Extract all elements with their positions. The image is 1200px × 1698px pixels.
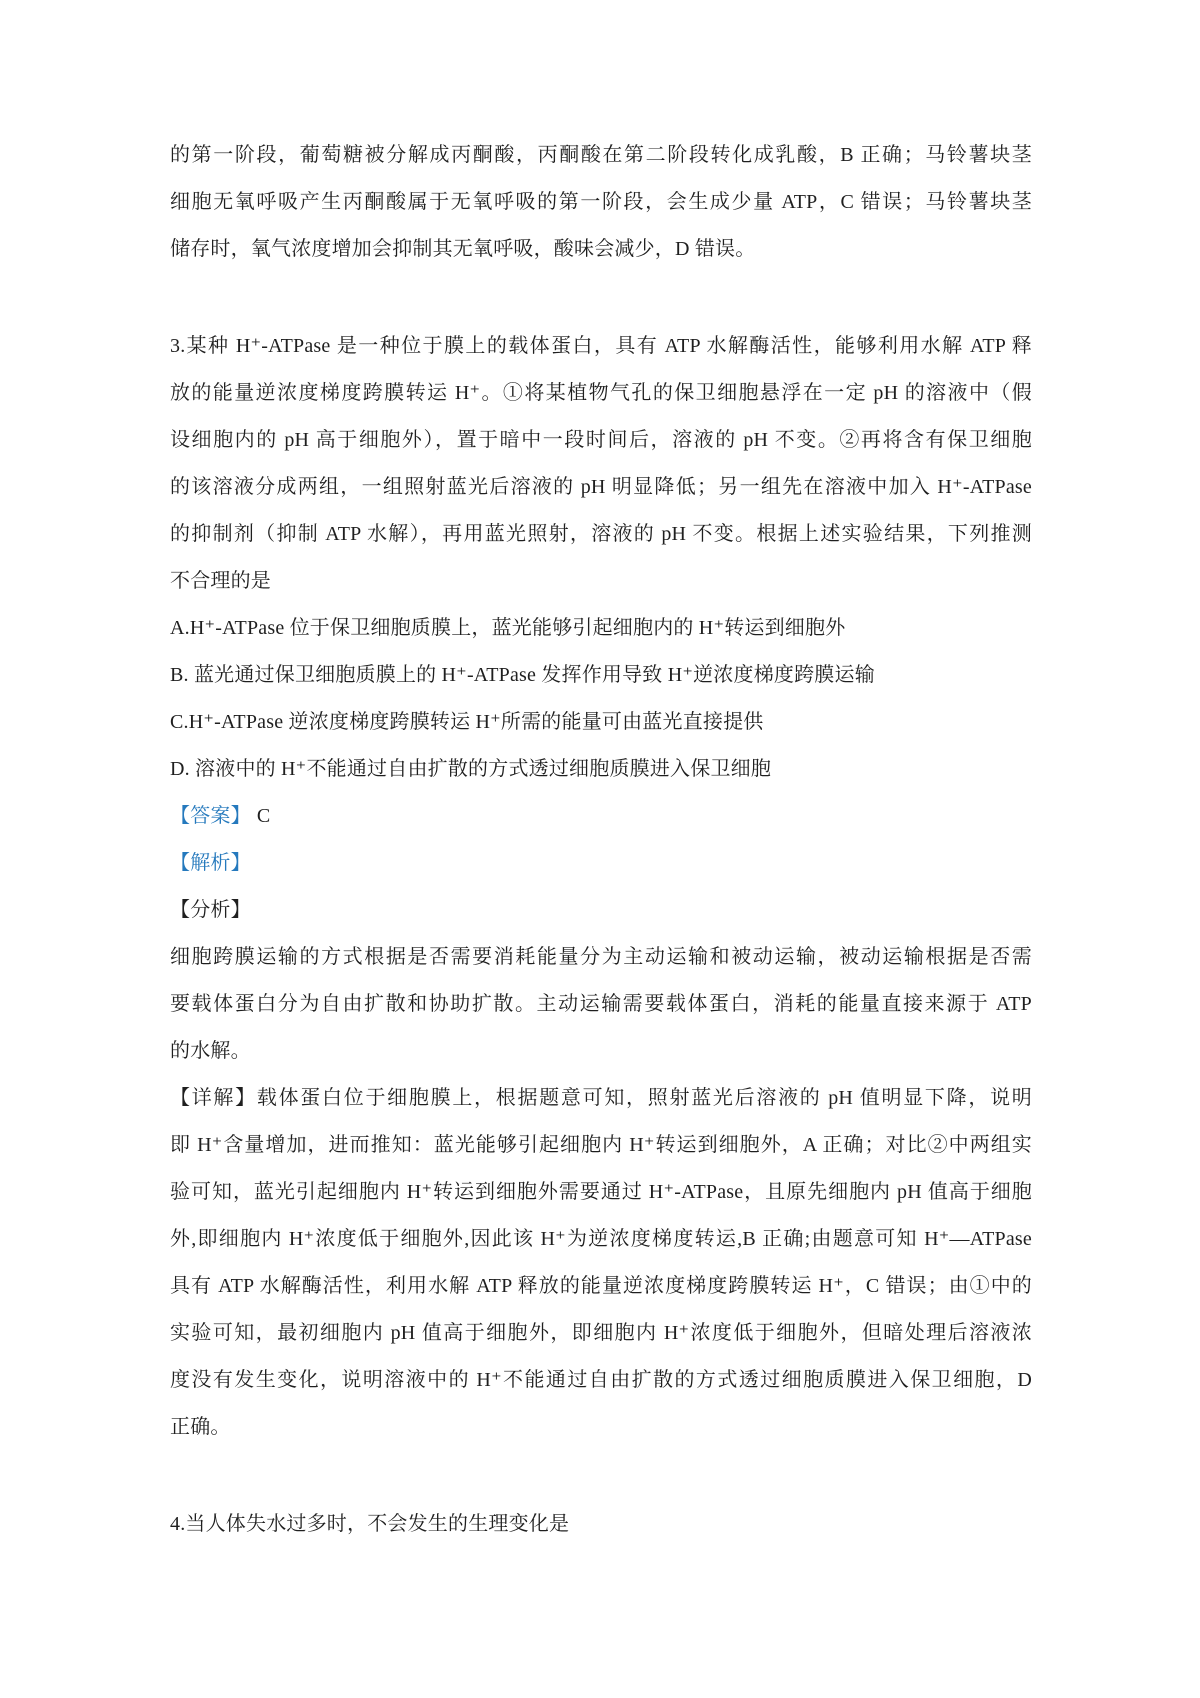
question-3-stem [170,323,1032,605]
section-spacer [170,1451,1032,1501]
text-line: 具有 ATP 水解酶活性，利用水解 ATP 释放的能量逆浓度梯度跨膜转运 H⁺，C 错误；由①中的 [170,1275,1032,1297]
question-3-options [170,605,1032,793]
text-line: 验可知，蓝光引起细胞内 H⁺转运到细胞外需要通过 H⁺-ATPase，且原先细胞内 pH 值高于细胞 [170,1181,1032,1203]
text-line: 储存时，氧气浓度增加会抑制其无氧呼吸，酸味会减少，D 错误。 [170,238,756,260]
answer-line [170,793,1032,840]
text-line: 度没有发生变化，说明溶液中的 H⁺不能通过自由扩散的方式透过细胞质膜进入保卫细胞，D [170,1369,1032,1391]
detail-paragraph [170,1075,1032,1451]
text-line: 3.某种 H⁺-ATPase 是一种位于膜上的载体蛋白，具有 ATP 水解酶活性，能够利用水解 ATP 释 [170,335,1032,357]
text-line: 设细胞内的 pH 高于细胞外），置于暗中一段时间后，溶液的 pH 不变。②再将含有保卫细胞 [170,429,1032,451]
analysis-section-label: 【解析】 [170,852,251,874]
text-line: 实验可知，最初细胞内 pH 值高于细胞外，即细胞内 H⁺浓度低于细胞外，但暗处理后溶液浓 [170,1322,1032,1344]
text-line: 的第一阶段，葡萄糖被分解成丙酮酸，丙酮酸在第二阶段转化成乳酸，B 正确；马铃薯块茎 [170,144,1032,166]
analysis-header-line [170,887,1032,934]
option-c: C.H⁺-ATPase 逆浓度梯度跨膜转运 H⁺所需的能量可由蓝光直接提供 [170,711,764,733]
text-line: 不合理的是 [170,570,271,592]
text-line: 细胞跨膜运输的方式根据是否需要消耗能量分为主动运输和被动运输，被动运输根据是否需 [170,946,1032,968]
question-4-stem: 4.当人体失水过多时，不会发生的生理变化是 [170,1513,570,1535]
analysis-label: 【分析】 [170,899,251,921]
option-b: B. 蓝光通过保卫细胞质膜上的 H⁺-ATPase 发挥作用导致 H⁺逆浓度梯度跨膜运输 [170,664,875,686]
section-spacer [170,273,1032,323]
text-line: 即 H⁺含量增加，进而推知：蓝光能够引起细胞内 H⁺转运到细胞外，A 正确；对比②中两组实 [170,1134,1032,1156]
option-a: A.H⁺-ATPase 位于保卫细胞质膜上，蓝光能够引起细胞内的 H⁺转运到细胞外 [170,617,846,639]
text-line: 外,即细胞内 H⁺浓度低于细胞外,因此该 H⁺为逆浓度梯度转运,B 正确;由题意可知 H⁺—ATPase [170,1228,1032,1250]
q2-explanation-tail [170,132,1032,273]
text-line: 的抑制剂（抑制 ATP 水解），再用蓝光照射，溶液的 pH 不变。根据上述实验结果，下列推测 [170,523,1032,545]
answer-label: 【答案】 [170,805,251,827]
document-text-column [170,132,1032,1548]
text-line: 放的能量逆浓度梯度跨膜转运 H⁺。①将某植物气孔的保卫细胞悬浮在一定 pH 的溶液中（假 [170,382,1032,404]
answer-value: C [256,805,271,827]
analysis-section-line [170,840,1032,887]
text-line: 正确。 [170,1416,231,1438]
text-line: 【详解】载体蛋白位于细胞膜上，根据题意可知，照射蓝光后溶液的 pH 值明显下降，说明 [170,1087,1032,1109]
text-line: 的该溶液分成两组，一组照射蓝光后溶液的 pH 明显降低；另一组先在溶液中加入 H⁺-ATPase [170,476,1032,498]
text-line: 的水解。 [170,1040,251,1062]
option-d: D. 溶液中的 H⁺不能通过自由扩散的方式透过细胞质膜进入保卫细胞 [170,758,772,780]
text-line: 细胞无氧呼吸产生丙酮酸属于无氧呼吸的第一阶段，会生成少量 ATP，C 错误；马铃薯块茎 [170,191,1032,213]
text-line: 要载体蛋白分为自由扩散和协助扩散。主动运输需要载体蛋白，消耗的能量直接来源于 ATP [170,993,1032,1015]
analysis-paragraph [170,934,1032,1075]
